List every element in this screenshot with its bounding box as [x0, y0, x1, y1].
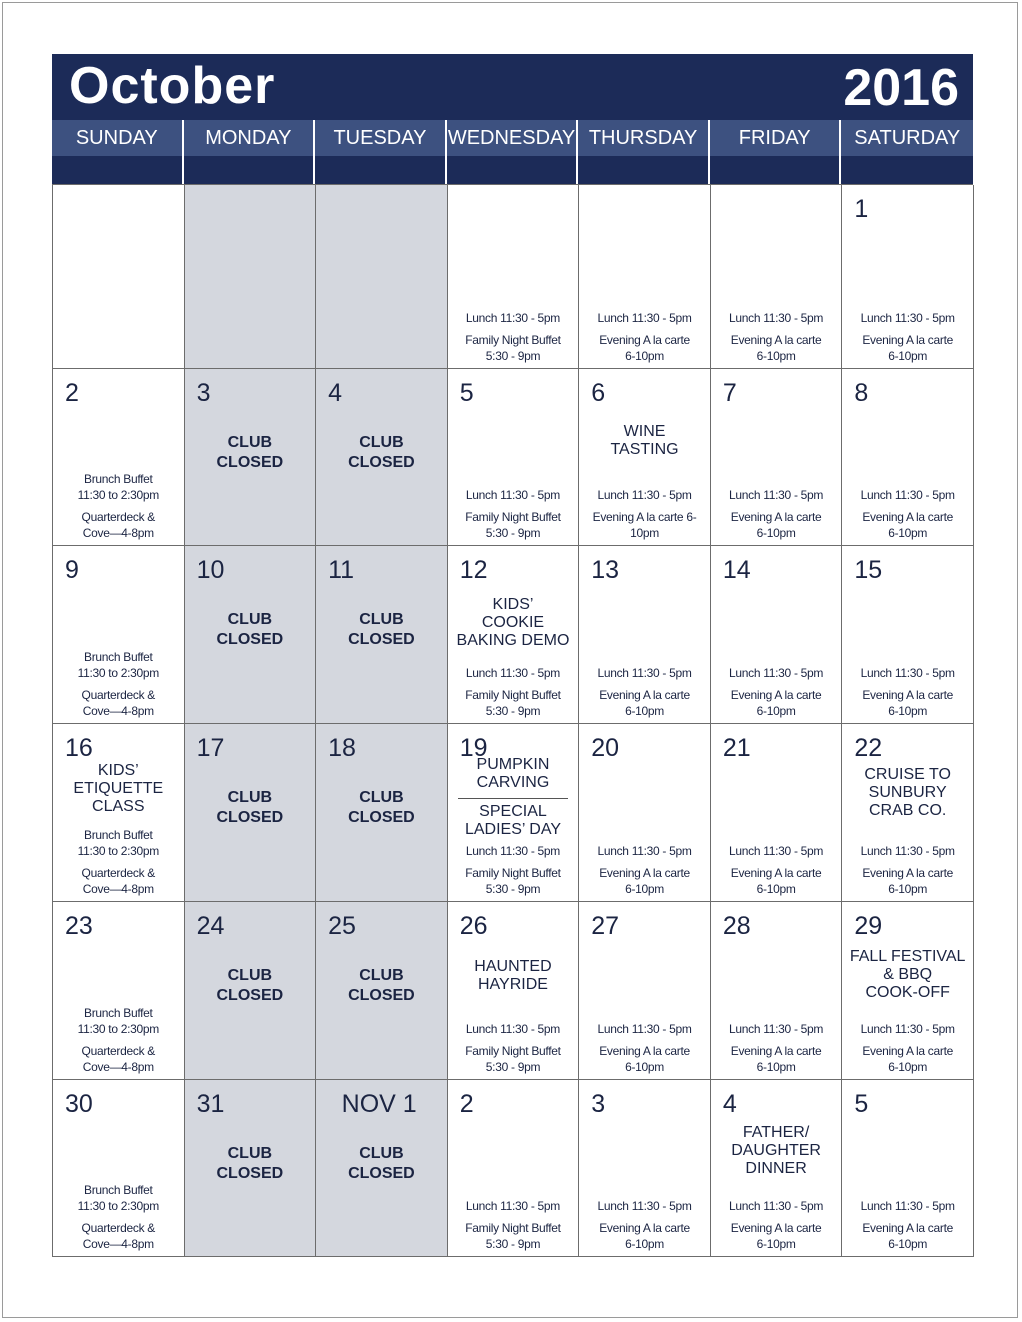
hours-line: 6-10pm	[888, 1060, 928, 1074]
hours-line: Evening A la carte	[730, 333, 822, 347]
club-closed-line: CLUB	[359, 967, 404, 984]
calendar-grid	[52, 184, 973, 1257]
weekday-header-wednesday: WEDNESDAY	[447, 120, 579, 156]
hours-info	[53, 827, 184, 897]
hours-line: Evening A la carte	[862, 688, 953, 702]
hours-line: 5:30 - 9pm	[485, 1237, 541, 1251]
event-title-line: CLASS	[92, 798, 145, 815]
header-strip	[52, 156, 973, 184]
hours-line: Quarterdeck &	[81, 1044, 156, 1058]
hours-line: 6-10pm	[756, 1237, 796, 1251]
hours-line: Lunch 11:30 - 5pm	[465, 311, 560, 325]
day-cell	[448, 902, 580, 1080]
event-title-line: HAYRIDE	[478, 976, 548, 993]
day-number: 3	[196, 379, 211, 407]
hours-line: 6-10pm	[888, 882, 928, 896]
hours-info	[711, 1198, 842, 1252]
header-strip-cell	[184, 156, 316, 184]
hours-line: Lunch 11:30 - 5pm	[860, 1199, 955, 1213]
hours-line: 6-10pm	[756, 349, 796, 363]
club-closed-line: CLOSED	[348, 987, 415, 1004]
hours-line: 6-10pm	[625, 349, 664, 363]
event-title-line: BAKING DEMO	[456, 632, 570, 649]
day-cell	[185, 369, 317, 546]
hours-info	[579, 843, 710, 897]
day-cell	[185, 546, 317, 724]
day-number: 15	[854, 556, 883, 584]
hours-line: Evening A la carte	[599, 1221, 690, 1235]
day-number: 4	[328, 379, 343, 407]
hours-line: Lunch 11:30 - 5pm	[465, 1022, 560, 1036]
day-number: 26	[459, 912, 488, 940]
club-closed-label	[185, 1144, 316, 1184]
hours-line: 5:30 - 9pm	[485, 1060, 541, 1074]
hours-line: Lunch 11:30 - 5pm	[729, 1022, 824, 1036]
day-cell	[185, 724, 317, 902]
hours-line: Family Night Buffet	[465, 510, 561, 524]
hours-line: 6-10pm	[888, 1237, 928, 1251]
hours-line: Lunch 11:30 - 5pm	[465, 1199, 560, 1213]
day-cell	[448, 1080, 580, 1257]
day-cell	[579, 1080, 711, 1257]
day-number: NOV 1	[341, 1090, 417, 1118]
event-title-line: CRUISE TO	[864, 766, 951, 783]
hours-info	[711, 1021, 842, 1075]
hours-line: Lunch 11:30 - 5pm	[860, 666, 955, 680]
hours-line: 11:30 to 2:30pm	[77, 1022, 159, 1036]
hours-line: Evening A la carte	[862, 333, 953, 347]
header-strip-cell	[315, 156, 447, 184]
day-number: 22	[854, 734, 883, 762]
day-cell	[711, 1080, 843, 1257]
hours-info	[53, 471, 184, 541]
club-closed-label	[316, 1144, 447, 1184]
hours-info	[448, 843, 579, 897]
day-cell	[53, 369, 185, 546]
event-title-line: DINNER	[745, 1160, 807, 1177]
weekday-header-friday: FRIDAY	[710, 120, 842, 156]
club-closed-line: CLUB	[227, 611, 273, 628]
hours-line: Brunch Buffet	[83, 1183, 153, 1197]
day-number: 25	[328, 912, 356, 940]
hours-line: 5:30 - 9pm	[485, 349, 541, 363]
day-cell	[53, 724, 185, 902]
club-closed-label	[185, 610, 316, 650]
hours-line: Lunch 11:30 - 5pm	[597, 1199, 692, 1213]
hours-line: Brunch Buffet	[83, 828, 153, 842]
hours-line: Evening A la carte	[862, 1044, 953, 1058]
club-closed-line: CLUB	[359, 789, 404, 806]
club-closed-label	[316, 788, 447, 828]
club-closed-line: CLUB	[359, 1145, 404, 1162]
hours-line: Lunch 11:30 - 5pm	[729, 1199, 824, 1213]
event-title-line: PUMPKIN	[476, 756, 550, 773]
day-number: 30	[65, 1090, 93, 1118]
hours-line: 6-10pm	[625, 1060, 664, 1074]
club-closed-line: CLUB	[359, 611, 404, 628]
hours-line: Lunch 11:30 - 5pm	[465, 488, 560, 502]
event-title-line: SUNBURY	[868, 784, 947, 801]
hours-line: 6-10pm	[888, 349, 928, 363]
hours-line: 5:30 - 9pm	[485, 526, 541, 540]
weekday-header-saturday: SATURDAY	[841, 120, 973, 156]
event-title-line: DAUGHTER	[731, 1142, 821, 1159]
day-cell	[842, 724, 974, 902]
day-number: 31	[196, 1090, 225, 1118]
hours-info	[579, 1198, 710, 1252]
event-block	[448, 958, 579, 994]
hours-info	[579, 665, 710, 719]
hours-line: 6-10pm	[625, 1237, 664, 1251]
hours-line: Evening A la carte	[730, 866, 822, 880]
hours-line: 6-10pm	[756, 526, 796, 540]
event-title-line: CRAB CO.	[868, 802, 947, 819]
hours-info	[842, 1021, 973, 1075]
hours-line: Lunch 11:30 - 5pm	[860, 311, 955, 325]
club-closed-line: CLOSED	[348, 631, 415, 648]
weekday-header-sunday: SUNDAY	[52, 120, 184, 156]
day-number: 2	[459, 1090, 474, 1118]
day-number: 7	[722, 379, 737, 407]
hours-info	[448, 487, 579, 541]
hours-line: 6-10pm	[756, 704, 796, 718]
hours-line: Lunch 11:30 - 5pm	[729, 311, 824, 325]
event-block	[448, 756, 579, 839]
hours-line: Family Night Buffet	[465, 1044, 561, 1058]
event-title-line: ETIQUETTE	[73, 780, 164, 797]
hours-line: Evening A la carte	[599, 333, 690, 347]
day-cell	[448, 724, 580, 902]
day-number: 29	[854, 912, 883, 940]
hours-line: Family Night Buffet	[465, 688, 561, 702]
day-cell	[316, 1080, 448, 1257]
hours-info	[842, 310, 973, 364]
hours-line: Quarterdeck &	[81, 1221, 156, 1235]
day-number: 11	[328, 556, 355, 584]
hours-line: Evening A la carte	[730, 1221, 822, 1235]
club-closed-line: CLUB	[227, 967, 273, 984]
club-closed-line: CLOSED	[216, 987, 284, 1004]
club-closed-line: CLOSED	[348, 454, 415, 471]
day-cell	[711, 185, 843, 369]
day-cell	[711, 724, 843, 902]
hours-line: Evening A la carte	[599, 866, 690, 880]
hours-info	[448, 665, 579, 719]
hours-info	[53, 1182, 184, 1252]
event-title-line: & BBQ	[883, 966, 933, 983]
day-cell	[711, 546, 843, 724]
day-number: 21	[722, 734, 751, 762]
event-divider	[458, 798, 568, 799]
event-block	[579, 423, 710, 459]
event-title-line: LADIES’ DAY	[464, 821, 561, 838]
hours-line: Lunch 11:30 - 5pm	[860, 488, 955, 502]
day-number: 14	[722, 556, 751, 584]
hours-line: Lunch 11:30 - 5pm	[465, 666, 560, 680]
day-cell	[579, 369, 711, 546]
hours-line: Evening A la carte 6-10pm	[592, 510, 697, 540]
hours-line: 6-10pm	[756, 882, 796, 896]
hours-info	[842, 665, 973, 719]
hours-line: Evening A la carte	[730, 688, 822, 702]
day-number: 5	[459, 379, 474, 407]
hours-line: 6-10pm	[756, 1060, 796, 1074]
hours-line: Cove—4-8pm	[82, 1060, 154, 1074]
hours-line: Brunch Buffet	[83, 472, 153, 486]
event-title-line: CARVING	[476, 774, 550, 791]
hours-line: Evening A la carte	[862, 510, 953, 524]
club-closed-line: CLOSED	[216, 631, 284, 648]
hours-line: Evening A la carte	[862, 1221, 953, 1235]
hours-line: 6-10pm	[888, 704, 928, 718]
hours-info	[53, 649, 184, 719]
club-closed-line: CLOSED	[216, 1165, 284, 1182]
day-cell	[53, 1080, 185, 1257]
day-cell	[579, 185, 711, 369]
day-cell	[579, 902, 711, 1080]
event-title-line: FALL FESTIVAL	[849, 948, 966, 965]
hours-line: Lunch 11:30 - 5pm	[729, 844, 824, 858]
hours-line: Lunch 11:30 - 5pm	[597, 311, 692, 325]
hours-line: Cove—4-8pm	[82, 526, 154, 540]
day-number: 1	[854, 195, 869, 223]
day-cell	[185, 902, 317, 1080]
hours-info	[53, 1005, 184, 1075]
hours-line: Brunch Buffet	[83, 1006, 153, 1020]
day-cell	[316, 902, 448, 1080]
day-number: 24	[196, 912, 225, 940]
day-cell	[316, 724, 448, 902]
hours-info	[711, 665, 842, 719]
hours-line: 5:30 - 9pm	[485, 704, 541, 718]
event-title-line: WINE	[623, 423, 666, 440]
event-title-line: SPECIAL	[479, 803, 547, 820]
hours-line: Cove—4-8pm	[82, 704, 154, 718]
hours-info	[711, 843, 842, 897]
day-cell	[842, 369, 974, 546]
day-number: 20	[591, 734, 620, 762]
day-number: 19	[459, 734, 488, 762]
hours-line: 6-10pm	[888, 526, 928, 540]
day-cell	[842, 185, 974, 369]
day-cell	[316, 369, 448, 546]
event-title-line: FATHER/	[742, 1124, 810, 1141]
event-title-line: COOKIE	[481, 614, 545, 631]
hours-line: 11:30 to 2:30pm	[77, 666, 159, 680]
hours-line: 11:30 to 2:30pm	[77, 844, 159, 858]
hours-line: Evening A la carte	[599, 688, 690, 702]
day-number: 18	[328, 734, 356, 762]
day-number: 27	[591, 912, 620, 940]
day-cell	[53, 546, 185, 724]
hours-line: Lunch 11:30 - 5pm	[597, 488, 692, 502]
day-cell	[316, 546, 448, 724]
hours-line: Lunch 11:30 - 5pm	[860, 844, 955, 858]
hours-line: Evening A la carte	[599, 1044, 690, 1058]
day-cell	[842, 1080, 974, 1257]
hours-line: Family Night Buffet	[465, 1221, 561, 1235]
hours-info	[448, 1198, 579, 1252]
hours-line: Lunch 11:30 - 5pm	[729, 488, 824, 502]
day-cell	[185, 185, 317, 369]
club-closed-line: CLUB	[359, 434, 404, 451]
hours-line: Lunch 11:30 - 5pm	[597, 666, 692, 680]
day-number: 3	[591, 1090, 606, 1118]
day-number: 23	[65, 912, 93, 940]
header-strip-cell	[52, 156, 184, 184]
hours-line: Evening A la carte	[862, 866, 953, 880]
hours-line: Lunch 11:30 - 5pm	[465, 844, 560, 858]
day-cell	[53, 902, 185, 1080]
hours-line: Quarterdeck &	[81, 510, 156, 524]
hours-line: Lunch 11:30 - 5pm	[597, 1022, 692, 1036]
hours-info	[579, 310, 710, 364]
club-closed-label	[185, 788, 316, 828]
day-cell	[579, 546, 711, 724]
day-cell	[53, 185, 185, 369]
weekday-header-tuesday: TUESDAY	[315, 120, 447, 156]
hours-info	[579, 1021, 710, 1075]
weekday-header-thursday: THURSDAY	[578, 120, 710, 156]
day-cell	[711, 369, 843, 546]
hours-line: Brunch Buffet	[83, 650, 153, 664]
hours-info	[448, 1021, 579, 1075]
hours-info	[842, 1198, 973, 1252]
header-strip-cell	[447, 156, 579, 184]
club-closed-line: CLUB	[227, 434, 273, 451]
day-cell	[842, 546, 974, 724]
hours-info	[711, 487, 842, 541]
club-closed-line: CLUB	[227, 789, 273, 806]
header-strip-cell	[710, 156, 842, 184]
day-cell	[448, 369, 580, 546]
day-cell	[316, 185, 448, 369]
event-block	[711, 1124, 842, 1178]
month-title: October	[69, 57, 276, 115]
event-title-line: COOK-OFF	[865, 984, 950, 1001]
hours-line: 6-10pm	[625, 704, 664, 718]
hours-line: 11:30 to 2:30pm	[77, 1199, 159, 1213]
event-block	[448, 596, 579, 650]
day-cell	[842, 902, 974, 1080]
hours-line: Family Night Buffet	[465, 333, 561, 347]
hours-line: Lunch 11:30 - 5pm	[729, 666, 824, 680]
header-strip-cell	[841, 156, 973, 184]
weekday-header-row	[52, 120, 973, 156]
day-cell	[448, 546, 580, 724]
day-cell	[579, 724, 711, 902]
day-number: 16	[65, 734, 93, 762]
hours-line: Quarterdeck &	[81, 866, 156, 880]
day-number: 17	[196, 734, 225, 762]
day-number: 6	[591, 379, 606, 407]
hours-line: 11:30 to 2:30pm	[77, 488, 159, 502]
event-title-line: KIDS’	[97, 762, 139, 779]
hours-info	[711, 310, 842, 364]
day-cell	[711, 902, 843, 1080]
hours-info	[842, 843, 973, 897]
year-title: 2016	[843, 59, 959, 117]
club-closed-line: CLOSED	[348, 1165, 415, 1182]
day-number: 13	[591, 556, 620, 584]
hours-line: Cove—4-8pm	[82, 882, 154, 896]
club-closed-label	[185, 966, 316, 1006]
header-strip-cell	[578, 156, 710, 184]
day-number: 9	[65, 556, 79, 584]
hours-info	[579, 487, 710, 541]
calendar	[52, 54, 973, 1260]
hours-line: Evening A la carte	[730, 510, 822, 524]
day-number: 28	[722, 912, 751, 940]
calendar-title-bar	[52, 54, 973, 120]
day-number: 12	[459, 556, 488, 584]
hours-line: Lunch 11:30 - 5pm	[860, 1022, 955, 1036]
hours-info	[448, 310, 579, 364]
club-closed-line: CLOSED	[216, 454, 284, 471]
day-cell	[448, 185, 580, 369]
day-number: 10	[196, 556, 225, 584]
event-title-line: TASTING	[610, 441, 679, 458]
hours-line: Evening A la carte	[730, 1044, 822, 1058]
day-cell	[185, 1080, 317, 1257]
club-closed-label	[316, 610, 447, 650]
club-closed-line: CLUB	[227, 1145, 273, 1162]
club-closed-label	[316, 433, 447, 473]
hours-line: 6-10pm	[625, 882, 664, 896]
day-number: 2	[65, 379, 79, 407]
hours-line: Family Night Buffet	[465, 866, 561, 880]
club-closed-line: CLOSED	[216, 809, 284, 826]
day-number: 8	[854, 379, 869, 407]
club-closed-label	[316, 966, 447, 1006]
event-title-line: KIDS’	[492, 596, 534, 613]
hours-line: Lunch 11:30 - 5pm	[597, 844, 692, 858]
event-block	[842, 766, 973, 820]
hours-info	[842, 487, 973, 541]
club-closed-line: CLOSED	[348, 809, 415, 826]
day-number: 5	[854, 1090, 869, 1118]
event-title-line: HAUNTED	[474, 958, 552, 975]
hours-line: Quarterdeck &	[81, 688, 156, 702]
event-block	[53, 762, 184, 816]
hours-line: Cove—4-8pm	[82, 1237, 154, 1251]
hours-line: 5:30 - 9pm	[485, 882, 541, 896]
day-number: 4	[722, 1090, 737, 1118]
weekday-header-monday: MONDAY	[184, 120, 316, 156]
event-block	[842, 948, 973, 1002]
club-closed-label	[185, 433, 316, 473]
